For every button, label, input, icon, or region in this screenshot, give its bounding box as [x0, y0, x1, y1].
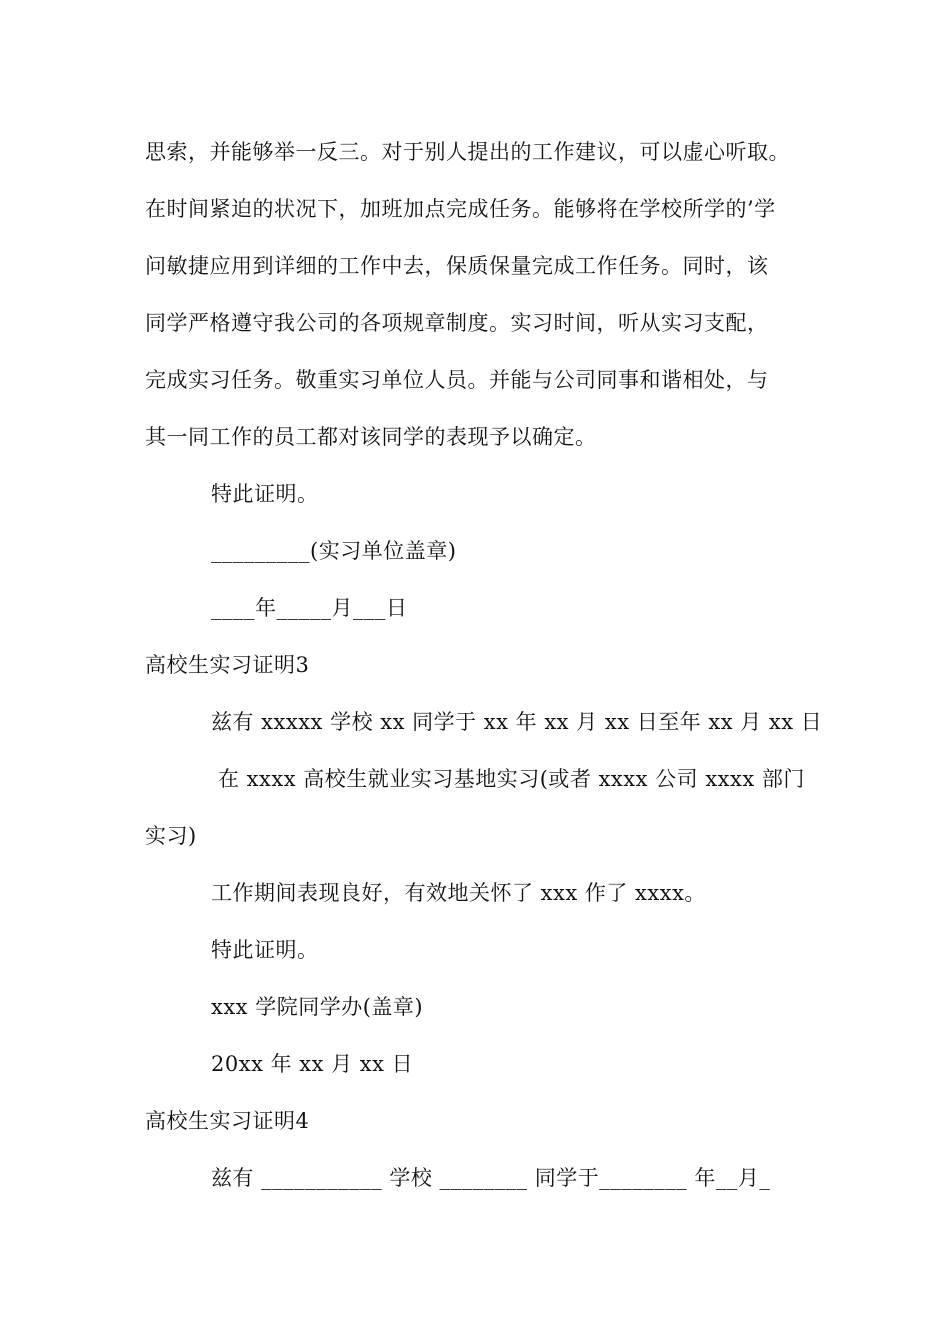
cert3-line-2: 在 xxxx 高校生就业实习基地实习(或者 xxxx 公司 xxxx 部门: [218, 767, 805, 791]
stamp-line-2: xxx 学院同学办(盖章): [211, 995, 424, 1019]
cert3-line-3: 实习): [145, 824, 197, 848]
paragraph-line-4: 同学严格遵守我公司的各项规章制度。实习时间，听从实习支配，: [145, 311, 769, 335]
paragraph-line-6: 其一同工作的员工都对该同学的表现予以确定。: [145, 425, 597, 449]
paragraph-line-5: 完成实习任务。敬重实习单位人员。并能与公司同事和谐相处，与: [145, 368, 769, 392]
closing-statement-2: 特此证明。: [211, 938, 319, 962]
paragraph-line-2: 在时间紧迫的状况下，加班加点完成任务。能够将在学校所学的’学: [145, 197, 776, 221]
date-line-2: 20xx 年 xx 月 xx 日: [211, 1052, 414, 1076]
cert3-line-1: 兹有 xxxxx 学校 xx 同学于 xx 年 xx 月 xx 日至年 xx 月 xx 日: [211, 710, 823, 734]
section-heading-3: 高校生实习证明3: [145, 653, 310, 677]
section-heading-4: 高校生实习证明4: [145, 1109, 310, 1133]
paragraph-line-1: 思索，并能够举一反三。对于别人提出的工作建议，可以虚心听取。: [145, 140, 790, 164]
date-line-1: ____年_____月___日: [211, 596, 408, 620]
paragraph-line-3: 问敏捷应用到详细的工作中去，保质保量完成工作任务。同时，该: [145, 254, 769, 278]
closing-statement-1: 特此证明。: [211, 482, 319, 506]
cert3-line-4: 工作期间表现良好，有效地关怀了 xxx 作了 xxxx。: [211, 881, 706, 905]
cert4-line-1: 兹有 ___________ 学校 ________ 同学于________ 年__月_: [211, 1166, 771, 1190]
stamp-line-1: _________(实习单位盖章): [211, 539, 457, 563]
